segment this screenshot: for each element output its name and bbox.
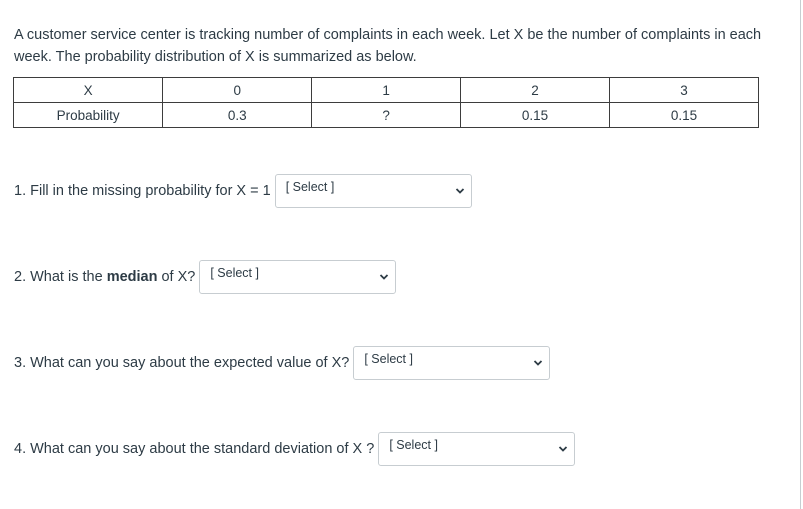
table-cell-x-2: 2 xyxy=(461,78,610,103)
table-row-probability xyxy=(14,103,759,128)
probability-distribution-table xyxy=(13,77,759,128)
table-cell-prob-2: 0.15 xyxy=(461,103,610,128)
question-1-prefix: 1. Fill in the missing probability for X = 1 xyxy=(14,183,271,199)
page-right-border xyxy=(800,0,801,509)
question-2-select-value: [ Select ] xyxy=(210,266,259,280)
question-4 xyxy=(14,432,575,466)
question-1-select-value: [ Select ] xyxy=(285,180,335,194)
table-cell-prob-3: 0.15 xyxy=(609,103,758,128)
question-2-text xyxy=(14,269,195,285)
table-cell-prob-0: 0.3 xyxy=(163,103,312,128)
question-2-suffix: of X? xyxy=(157,269,196,285)
chevron-down-icon xyxy=(558,444,568,454)
question-2-prefix: 2. What is the xyxy=(14,269,107,285)
table-cell-prob-1: ? xyxy=(312,103,461,128)
question-2 xyxy=(14,260,396,294)
table-cell-x-3: 3 xyxy=(609,78,758,103)
question-2-bold: median xyxy=(106,269,158,285)
table-cell-x-1: 1 xyxy=(312,78,461,103)
question-3 xyxy=(14,346,550,380)
question-4-prefix: 4. What can you say about the standard deviation of X ? xyxy=(14,441,375,457)
table-header-x: X xyxy=(14,78,163,103)
question-intro: A customer service center is tracking number of complaints in each week. Let X be the number of complaints in each week. The probability distribution of X is summarized as below. xyxy=(14,27,762,65)
chevron-down-icon xyxy=(379,272,389,282)
question-3-prefix: 3. What can you say about the expected value of X? xyxy=(14,355,350,371)
table-header-probability: Probability xyxy=(14,103,163,128)
question-3-select[interactable] xyxy=(353,346,550,380)
question-3-select-value: [ Select ] xyxy=(364,352,413,366)
question-4-select[interactable] xyxy=(378,432,575,466)
question-1 xyxy=(14,174,472,208)
question-4-text xyxy=(14,441,374,457)
question-2-select[interactable] xyxy=(199,260,396,294)
chevron-down-icon xyxy=(533,358,543,368)
table-row-x xyxy=(14,78,759,103)
chevron-down-icon xyxy=(455,186,465,196)
question-1-select[interactable] xyxy=(275,174,472,208)
question-3-text xyxy=(14,355,349,371)
table-cell-x-0: 0 xyxy=(163,78,312,103)
question-4-select-value: [ Select ] xyxy=(389,438,438,452)
question-1-text xyxy=(14,183,271,199)
